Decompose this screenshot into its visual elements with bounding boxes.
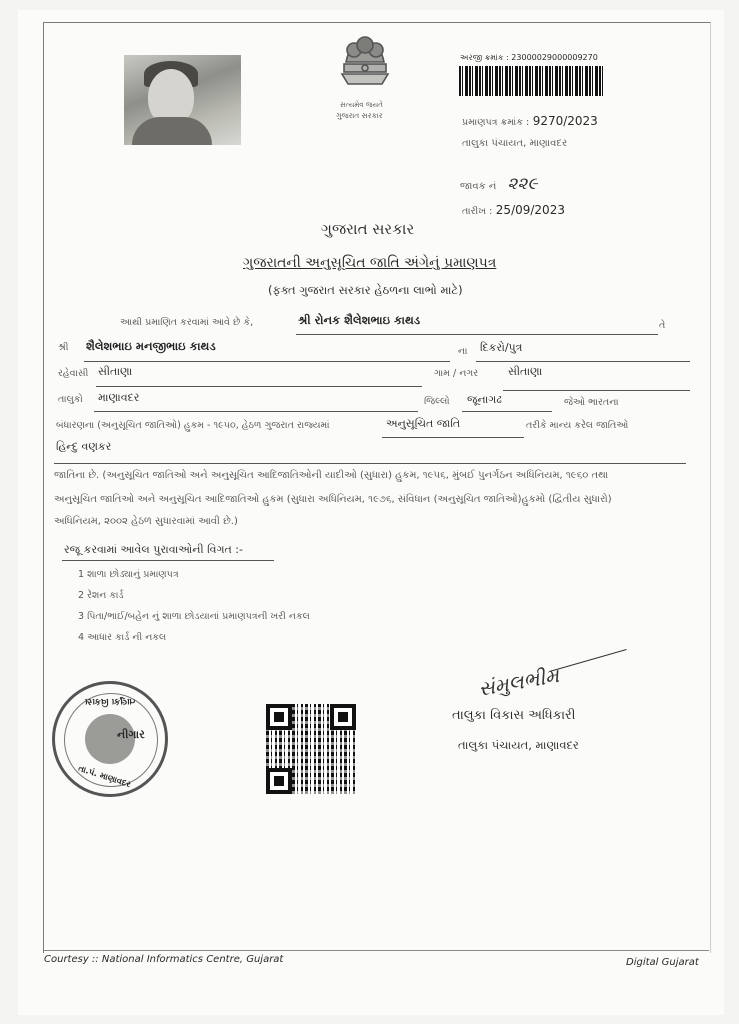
stamp-bottom-text: તા.પં. માણાવદર (76, 763, 132, 791)
shri-text: શ્રી (58, 342, 69, 353)
applicant-photo (124, 55, 241, 145)
barcode (459, 66, 604, 96)
india-text: જેઓ ભારતના (564, 397, 619, 408)
relation: દિકરો/પુત્ર (480, 341, 523, 354)
qr-code (266, 704, 356, 794)
district: જૂનાગઢ (467, 393, 502, 406)
footer-divider (43, 950, 709, 951)
evidence-heading: રજૂ કરવામાં આવેલ પુરાવાઓની વિગત :- (64, 543, 243, 556)
outward-number: ૨૨૯ (507, 174, 538, 194)
certificate-title: ગુજરાતની અનુસૂચિત જાતિ અંગેનું પ્રમાણપત્ર (243, 255, 497, 271)
emblem-motto: સત્યમેવ જયતે (340, 101, 383, 109)
date-line (462, 203, 565, 217)
resident-label: રહેવાસી (58, 368, 89, 379)
evidence-item: 3 પિતા/ભાઈ/બહેન નું શાળા છોડયાનાં પ્રમાણપત્રની ખરી નકલ (78, 611, 310, 622)
application-number-line (460, 53, 598, 63)
paragraph-line-2: અનુસૂચિત જાતિઓ અને અનુસૂચિત આદિજાતિઓ હુકમ (સુધારા અધિનિયમ, ૧૯૭૬, સંવિધાન (અનુસૂચિત જાતિઓ)હુકમો (દ્વિતીય સુધારો) (54, 494, 612, 505)
outward-number-line (460, 174, 537, 194)
taluka: માણાવદર (98, 391, 140, 404)
stamp-center-text: નીગાર (117, 728, 145, 741)
taluka-label: તાલુકો (58, 394, 83, 405)
officer-office: તાલુકા પંચાયત, માણાવદર (458, 738, 579, 752)
certificate-number-line (462, 114, 598, 128)
certify-text: આથી પ્રમાણિત કરવામાં આવે છે કે, (120, 317, 254, 328)
village: સીતાણા (508, 365, 543, 378)
evidence-item: 4 આધાર કાર્ડ ની નકલ (78, 632, 167, 643)
outward-label: જાવક નં (460, 181, 497, 192)
issue-date: 25/09/2023 (495, 203, 565, 217)
certificate-number: 9270/2023 (532, 114, 598, 128)
recognized-text: તરીકે માન્ય કરેલ જાતિઓ (526, 420, 629, 431)
footer-courtesy: Courtesy :: National Informatics Centre, Gujarat (44, 954, 284, 965)
village-label: ગામ / નગર (434, 368, 479, 379)
footer-brand: Digital Gujarat (626, 957, 699, 968)
application-number-label: અરજી ક્રમાંક : (460, 53, 509, 62)
officer-designation: તાલુકા વિકાસ અધિકારી (452, 708, 576, 723)
date-label: તારીખ : (462, 206, 493, 217)
na-text: ના (458, 346, 468, 357)
application-number: 23000029000009270 (511, 53, 598, 62)
order-text: બંધારણના (અનુસૂચિત જાતિઓ) હુકમ - ૧૯૫૦, હેઠળ ગુજરાત રાજ્યમાં (56, 420, 330, 431)
paragraph-line-3: અધિનિયમ, ૨૦૦૨ હેઠળ સુધારવામાં આવી છે.) (54, 516, 238, 527)
caste: હિન્દુ વણકર (56, 440, 112, 453)
official-stamp (52, 681, 168, 797)
government-heading: ગુજરાત સરકાર (321, 220, 415, 238)
caste-category: અનુસૂચિત જાતિ (386, 417, 461, 430)
emblem-government: ગુજરાત સરકાર (336, 111, 383, 120)
evidence-item: 1 શાળા છોડ્યાનું પ્રમાણપત્ર (78, 569, 179, 580)
paragraph-line-1: જાતિના છે. (અનુસૂચિત જાતિઓ અને અનુસૂચિત આદિજાતિઓની યાદીઓ (સુધારા) હુકમ, ૧૯૫૬, મુંબઈ પુનર્ગઠન અધિનિયમ, ૧૯૬૦ તથા (54, 470, 609, 481)
certificate-number-label: પ્રમાણપત્ર ક્રમાંક : (462, 117, 530, 128)
te-text: તે (659, 320, 666, 331)
evidence-item: 2 રેશન કાર્ડ (78, 590, 124, 601)
signature: સંમુલભીમ (476, 663, 561, 701)
stamp-top-text: તાલુકા વિકાસ (85, 696, 136, 706)
certificate-frame (43, 22, 711, 953)
applicant-name: શ્રી રોનક શૈલેશભાઇ કાથડ (298, 313, 421, 327)
father-name: શૈલેશભાઇ મનજીભાઇ કાથડ (86, 339, 216, 353)
district-label: જિલ્લો (424, 396, 450, 407)
resident: સીતાણા (98, 365, 133, 378)
ashoka-emblem-icon (332, 32, 398, 102)
issuing-office: તાલુકા પંચાયત, માણાવદર (462, 138, 568, 149)
certificate-subtitle: (ફક્ત ગુજરાત સરકાર હેઠળના લાભો માટે) (268, 283, 463, 297)
